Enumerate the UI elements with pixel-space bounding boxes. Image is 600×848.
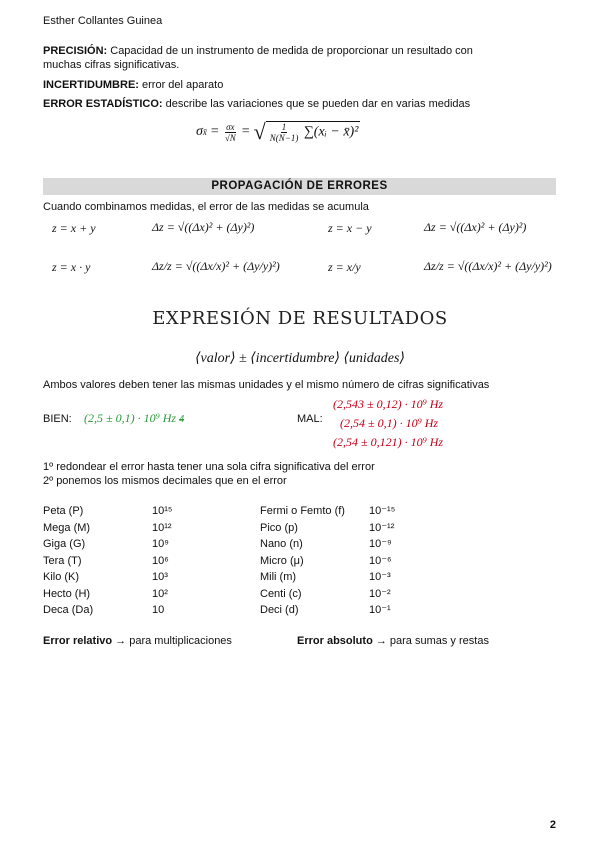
formula-lhs-sub: x̄ (202, 127, 207, 137)
prefix-name: Centi (c) (260, 587, 302, 600)
prefix-value: 10² (152, 587, 168, 600)
prefix-value: 10¹⁵ (152, 505, 173, 517)
prefix-row (43, 521, 172, 538)
results-rule: Ambos valores deben tener las mismas unidades y el mismo número de cifras significativas (43, 379, 490, 391)
prefix-name: Nano (n) (260, 538, 303, 550)
page-number: 2 (549, 819, 556, 831)
prefix-name: Hecto (H) (43, 587, 91, 600)
precision-term: PRECISIÓN: (43, 45, 108, 57)
precision-definition (43, 44, 473, 58)
good-label: BIEN: (43, 413, 72, 425)
good-struck-digit: 4 (179, 414, 185, 425)
precision-text-1: Capacidad de un instrumento de medida de proporcionar un resultado con (107, 45, 473, 57)
prefix-name: Mega (M) (43, 521, 91, 534)
formula-sum: ∑(xᵢ − x̄)² (303, 124, 359, 140)
formula-frac-num: σx (226, 121, 235, 132)
prefix-value: 10¹² (152, 521, 172, 534)
prefix-value: 10⁻⁶ (369, 554, 392, 567)
error-estadistico-definition (43, 97, 470, 111)
prefix-name: Tera (T) (43, 554, 82, 567)
prefix-value: 10⁻³ (369, 571, 391, 583)
formula-sqrt (266, 121, 361, 143)
results-template: ⟨valor⟩ ± ⟨incertidumbre⟩ ⟨unidades⟩ (195, 351, 405, 366)
prefix-row (43, 504, 172, 521)
formula-sum-case: z = x + y (52, 221, 96, 235)
formula-product-case: z = x · y (52, 260, 91, 274)
prefix-row (43, 603, 172, 620)
propagation-banner: PROPAGACIÓN DE ERRORES (43, 178, 556, 195)
prefix-name: Kilo (K) (43, 571, 80, 583)
formula-diff-error: Δz = √((Δx)² + (Δy)²) (424, 220, 527, 234)
prefix-value: 10⁻⁹ (369, 538, 392, 550)
prefix-row (260, 521, 395, 538)
prefix-row (43, 554, 172, 571)
prefix-value: 10³ (152, 571, 168, 583)
bad-example-3: (2,54 ± 0,121) · 10⁹ Hz (333, 435, 444, 449)
error-term: ERROR ESTADÍSTICO: (43, 98, 163, 110)
prefix-value: 10 (152, 604, 165, 616)
rounding-step-1: 1º redondear el error hasta tener una sola cifra significativa del error (43, 461, 375, 473)
results-title: EXPRESIÓN DE RESULTADOS (152, 308, 448, 329)
prefix-row (260, 554, 395, 571)
prefix-row (260, 537, 395, 554)
formula-frac-den: √N (224, 132, 236, 143)
relative-error-note (43, 634, 232, 648)
formula-lhs: σ (196, 124, 203, 139)
prefix-name: Peta (P) (43, 505, 84, 517)
prefix-value: 10⁻¹² (369, 521, 395, 534)
prefix-table-right (260, 504, 395, 620)
incert-text: error del aparato (138, 79, 224, 91)
bad-label: MAL: (297, 413, 323, 425)
incertidumbre-definition (43, 78, 223, 92)
relative-error-term: Error relativo (43, 635, 113, 647)
prefix-name: Fermi o Femto (f) (260, 505, 345, 517)
formula-quotient-error: Δz/z = √((Δx/x)² + (Δy/y)²) (424, 259, 552, 273)
error-text: describe las variaciones que se pueden dar en varias medidas (162, 98, 471, 110)
std-error-formula: σ x̄ = $\frac{\sigma x}{√N}$ = √ $\frac{1}{N(N-1)}$ ∑(xᵢ − x̄)² (196, 119, 359, 144)
prefix-name: Pico (p) (260, 521, 298, 534)
precision-text-2: muchas cifras significativas. (43, 59, 180, 71)
good-example-text: (2,5 ± 0,1) · 10⁹ Hz (84, 411, 177, 425)
formula-sum-error: Δz = √((Δx)² + (Δy)²) (152, 220, 255, 234)
prefix-value: 10⁻¹ (369, 604, 391, 616)
author-name: Esther Collantes Guinea (43, 15, 163, 27)
prefix-row (260, 570, 395, 587)
formula-quotient-case: z = x/y (328, 260, 361, 274)
prefix-value: 10⁻² (369, 587, 391, 600)
prefix-row (43, 570, 172, 587)
prefix-name: Deci (d) (260, 604, 299, 616)
formula-sqrt-num: 1 (281, 122, 287, 132)
prefix-name: Deca (Da) (43, 604, 94, 616)
prefix-row (43, 587, 172, 604)
prefix-value: 10⁶ (152, 554, 169, 567)
prefix-value: 10⁹ (152, 538, 169, 550)
prefix-name: Micro (μ) (260, 554, 304, 567)
prefix-row (260, 587, 395, 604)
bad-example-2: (2,54 ± 0,1) · 10⁹ Hz (340, 416, 439, 430)
bad-example-1: (2,543 ± 0,12) · 10⁹ Hz (333, 397, 444, 411)
prefix-table-left (43, 504, 172, 620)
good-example (84, 411, 184, 426)
absolute-error-text: → para sumas y restas (372, 635, 489, 647)
rounding-step-2: 2º ponemos los mismos decimales que en el error (43, 475, 287, 487)
formula-diff-case: z = x − y (328, 221, 372, 235)
prefix-row (260, 504, 395, 521)
prefix-name: Mili (m) (260, 571, 297, 583)
prefix-row (43, 537, 172, 554)
prefix-value: 10⁻¹⁵ (369, 505, 396, 517)
prefix-row (260, 603, 395, 620)
propagation-intro: Cuando combinamos medidas, el error de las medidas se acumula (43, 201, 369, 213)
formula-sqrt-den: N(N−1) (269, 133, 299, 143)
prefix-name: Giga (G) (43, 538, 86, 550)
formula-frac (225, 122, 236, 143)
relative-error-text: → para multiplicaciones (112, 635, 232, 647)
incert-term: INCERTIDUMBRE: (43, 79, 139, 91)
absolute-error-note (297, 634, 489, 648)
formula-product-error: Δz/z = √((Δx/x)² + (Δy/y)²) (152, 259, 280, 273)
absolute-error-term: Error absoluto (297, 635, 373, 647)
